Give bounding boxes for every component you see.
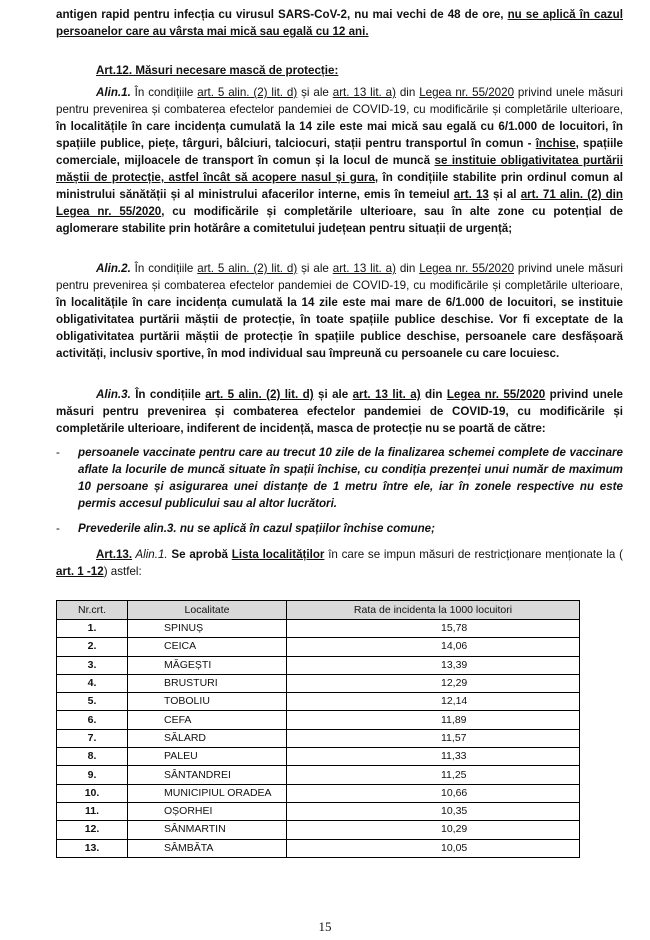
intro-exception-text: nu se aplică în cazul persoanelor care au vârsta mai mică sau egală cu 12 ani. — [56, 8, 623, 38]
alin1-ref-art5[interactable]: art. 5 alin. (2) lit. d) — [197, 86, 298, 99]
art13-text-1: în care se impun măsuri de restricționare menționate la ( — [324, 548, 623, 561]
locality-name: CEICA — [128, 638, 287, 656]
incidence-rate: 10,29 — [287, 821, 580, 839]
table-row — [57, 802, 580, 820]
alin1-bold-closed: închise — [535, 137, 576, 150]
incidence-rate: 15,78 — [287, 620, 580, 638]
locality-name: SÂNMARTIN — [128, 821, 287, 839]
table-row — [57, 821, 580, 839]
alin2-text-2: și ale — [297, 262, 333, 275]
incidence-rate: 13,39 — [287, 656, 580, 674]
locality-name: MUNICIPIUL ORADEA — [128, 784, 287, 802]
table-row — [57, 674, 580, 692]
row-number: 12. — [57, 821, 128, 839]
row-number: 2. — [57, 638, 128, 656]
art12-heading — [96, 62, 623, 79]
alin1-text-4: privind unele măsuri pentru prevenirea și combaterea efectelor pandemiei de COVID-19, cu modificările și completările ulterioare, — [56, 86, 623, 116]
alin1-mask-obligation: se instituie obligativitatea purtării măștii de protecție, astfel încât să acopere nasul și gura — [56, 154, 623, 184]
table-row — [57, 638, 580, 656]
incidence-rate: 10,66 — [287, 784, 580, 802]
art12-alin3 — [56, 386, 623, 437]
alin3-ref-law[interactable]: Legea nr. 55/2020 — [446, 388, 546, 401]
localities-table — [56, 600, 580, 858]
alin3-text-3: din — [420, 388, 447, 401]
incidence-rate: 11,25 — [287, 766, 580, 784]
alin3-text-4: privind unele măsuri pentru prevenirea și combaterea efectelor pandemiei de COVID-19, cu modificările și completările ulterioare, indiferent de incidență, masca de protecție nu se poartă de către: — [56, 388, 623, 435]
locality-name: SÂNTANDREI — [128, 766, 287, 784]
art13-ref-articles[interactable]: art. 1 -12 — [56, 565, 104, 578]
alin1-ref-art13[interactable]: art. 13 lit. a) — [332, 86, 396, 99]
alin1-text-1: În condițiile — [130, 86, 198, 99]
art13-text-2: ) astfel: — [103, 565, 142, 578]
incidence-rate: 11,57 — [287, 729, 580, 747]
row-number: 10. — [57, 784, 128, 802]
row-number: 13. — [57, 839, 128, 857]
locality-name: CEFA — [128, 711, 287, 729]
incidence-rate: 12,14 — [287, 693, 580, 711]
row-number: 5. — [57, 693, 128, 711]
table-row — [57, 620, 580, 638]
locality-name: SÂMBĂTA — [128, 839, 287, 857]
bullet-dash: - — [56, 446, 60, 459]
alin2-ref-art5[interactable]: art. 5 alin. (2) lit. d) — [197, 262, 298, 275]
alin1-bold-2: , spațiile comerciale, mijloacele de transport în comun și la locul de muncă — [56, 137, 623, 167]
row-number: 8. — [57, 748, 128, 766]
alin1-bold-3: , în condițiile stabilite prin ordinul comun al ministrului sănătății și al ministrului afacerilor interne, emis în temeiul — [56, 171, 624, 201]
art12-alin2 — [56, 260, 623, 362]
page-number: 15 — [318, 919, 332, 934]
locality-name: MĂGEȘTI — [128, 656, 287, 674]
art13-bold-1: Se aprobă — [167, 548, 232, 561]
table-row — [57, 711, 580, 729]
incidence-rate: 11,89 — [287, 711, 580, 729]
alin3-text-2: și ale — [313, 388, 353, 401]
alin1-ref-art13-b[interactable]: art. 13 — [453, 188, 489, 201]
row-number: 1. — [57, 620, 128, 638]
row-number: 9. — [57, 766, 128, 784]
table-row — [57, 656, 580, 674]
art13-paragraph — [56, 546, 623, 580]
alin1-text-3: din — [395, 86, 420, 99]
bullet-dash: - — [56, 522, 60, 535]
alin1-text-2: și ale — [297, 86, 333, 99]
table-body — [57, 620, 580, 858]
alin2-text-4: privind unele măsuri pentru prevenirea și combaterea efectelor pandemiei de COVID-19, cu modificările și completările ulterioare, — [56, 262, 623, 292]
locality-name: OȘORHEI — [128, 802, 287, 820]
locality-name: PALEU — [128, 748, 287, 766]
table-row — [57, 766, 580, 784]
alin3-ref-art5[interactable]: art. 5 alin. (2) lit. d) — [205, 388, 314, 401]
alin2-text-1: În condițiile — [130, 262, 198, 275]
header-nr: Nr.crt. — [57, 601, 128, 620]
header-rate: Rata de incidenta la 1000 locuitori — [287, 601, 580, 620]
intro-paragraph — [56, 6, 623, 40]
alin1-bold-1: în localitățile în care incidența cumulată la 14 zile este mai mică sau egală cu 6/1.000 de locuitori, în spațiile publice, piețe, târguri, bâlciuri, talciocuri, stații pentru transportul în comun - — [56, 120, 623, 150]
table-row — [57, 784, 580, 802]
bullet-text: Prevederile alin.3. nu se aplică în cazul spațiilor închise comune; — [78, 522, 435, 535]
incidence-rate: 12,29 — [287, 674, 580, 692]
alin1-bold-5: , cu modificările și completările ulterioare, sau în alte zone cu potențial de aglomerare stabilite prin hotărâre a comitetului județean pentru situații de urgență; — [56, 205, 623, 235]
alin2-text-3: din — [395, 262, 420, 275]
art13-alin-label: Alin.1. — [132, 548, 168, 561]
alin1-ref-law[interactable]: Legea nr. 55/2020 — [419, 86, 515, 99]
alin3-label: Alin.3. — [96, 388, 131, 401]
bullet-text: persoanele vaccinate pentru care au trecut 10 zile de la finalizarea schemei complete de vaccinare aflate la locurile de muncă situate în spații închise, cu condiția prezenței unui număr de maximum 10 persoane și asigurarea unei distanțe de 1 metru între ele, iar în zonele respective nu este permis accesul publicului sau al altor lucrători. — [78, 446, 623, 510]
art12-label: Art.12 — [96, 64, 129, 77]
alin3-ref-art13[interactable]: art. 13 lit. a) — [352, 388, 421, 401]
intro-text: antigen rapid pentru infecția cu virusul SARS-CoV-2, nu mai vechi de 48 de ore, — [56, 8, 508, 21]
alin2-ref-art13[interactable]: art. 13 lit. a) — [332, 262, 396, 275]
table-row — [57, 748, 580, 766]
table-row — [57, 729, 580, 747]
table-row — [57, 839, 580, 857]
alin1-bold-4: și al — [488, 188, 521, 201]
row-number: 7. — [57, 729, 128, 747]
art12-title: . Măsuri necesare mască de protecție: — [128, 64, 339, 77]
art12-alin1 — [56, 84, 623, 237]
alin2-bold-1: în localitățile în care incidența cumulată la 14 zile este mai mare de 6/1.000 de locuitori, se instituie obligativitatea purtării măștii de protecție, în toate spațiile publice deschise. Vor fi exceptate de la obligativitatea purtării măștii de protecție în spațiile publice deschise, persoanele care desfășoară activități, inclusiv sportive, în mod individual sau împreună cu persoanele cu care locuiesc. — [56, 296, 623, 360]
header-locality: Localitate — [128, 601, 287, 620]
table-header-row — [57, 601, 580, 620]
incidence-rate: 14,06 — [287, 638, 580, 656]
row-number: 11. — [57, 802, 128, 820]
locality-name: BRUSTURI — [128, 674, 287, 692]
incidence-rate: 11,33 — [287, 748, 580, 766]
alin2-label: Alin.2. — [96, 262, 131, 275]
incidence-rate: 10,05 — [287, 839, 580, 857]
art13-label: Art.13. — [96, 548, 133, 561]
incidence-rate: 10,35 — [287, 802, 580, 820]
row-number: 4. — [57, 674, 128, 692]
table-row — [57, 693, 580, 711]
alin2-ref-law[interactable]: Legea nr. 55/2020 — [419, 262, 515, 275]
row-number: 3. — [57, 656, 128, 674]
alin1-ref-art71[interactable]: art. 71 alin. (2) din Legea nr. 55/2020 — [56, 188, 623, 218]
row-number: 6. — [57, 711, 128, 729]
alin3-text-1: În condițiile — [130, 388, 206, 401]
locality-name: SĂLARD — [128, 729, 287, 747]
alin1-label: Alin.1. — [96, 86, 131, 99]
art13-list-title: Lista localităților — [231, 548, 325, 561]
locality-name: SPINUȘ — [128, 620, 287, 638]
locality-name: TOBOLIU — [128, 693, 287, 711]
